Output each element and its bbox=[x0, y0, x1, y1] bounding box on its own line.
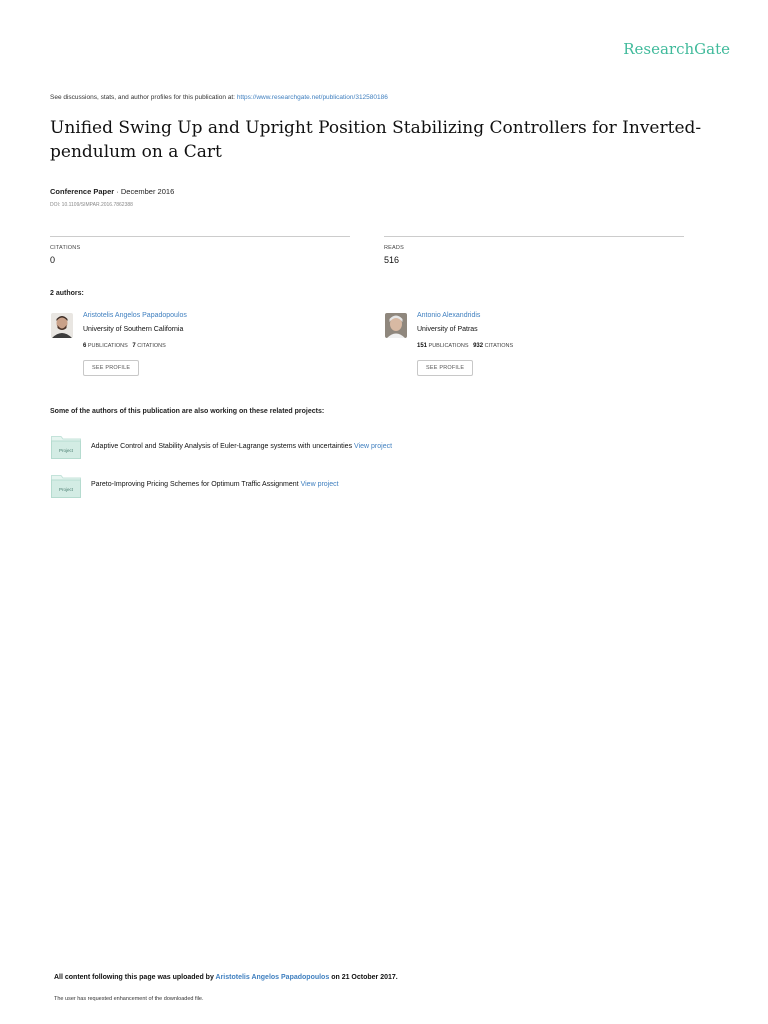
avatar[interactable] bbox=[385, 313, 407, 338]
see-profile-button[interactable]: SEE PROFILE bbox=[83, 360, 139, 376]
author-stats bbox=[83, 343, 166, 349]
project-folder-icon[interactable] bbox=[51, 474, 81, 498]
author-citations-label: CITATIONS bbox=[484, 343, 514, 349]
author-name-link[interactable]: Antonio Alexandridis bbox=[417, 312, 481, 319]
upload-note bbox=[54, 974, 398, 981]
researchgate-logo[interactable]: ResearchGate bbox=[623, 40, 730, 58]
upload-prefix: All content following this page was uploaded by bbox=[54, 974, 214, 981]
author-stats bbox=[417, 343, 513, 349]
author-citations-count: 932 bbox=[473, 343, 484, 349]
author-affiliation: University of Southern California bbox=[83, 326, 184, 333]
citations-value: 0 bbox=[50, 255, 56, 265]
project-folder-icon[interactable] bbox=[51, 435, 81, 459]
project-title: Adaptive Control and Stability Analysis of Euler-Lagrange systems with uncertainties bbox=[91, 443, 353, 450]
reads-divider bbox=[384, 236, 684, 237]
project-item bbox=[91, 443, 392, 450]
publication-doi: DOI: 10.1109/SIMPAR.2016.7862388 bbox=[50, 202, 133, 208]
author-citations-label: CITATIONS bbox=[137, 343, 166, 349]
author-publications-label: PUBLICATIONS bbox=[87, 343, 128, 349]
avatar[interactable] bbox=[51, 313, 73, 338]
publication-type-line bbox=[50, 187, 174, 196]
reads-label: READS bbox=[384, 245, 404, 251]
author-affiliation: University of Patras bbox=[417, 326, 478, 333]
author-citations-count: 7 bbox=[132, 343, 136, 349]
page-title: Unified Swing Up and Upright Position Stabilizing Controllers for Inverted-pendulum on a Cart bbox=[50, 118, 702, 162]
publication-type: Conference Paper bbox=[50, 187, 115, 196]
author-publications-label: PUBLICATIONS bbox=[428, 343, 469, 349]
project-title: Pareto-Improving Pricing Schemes for Optimum Traffic Assignment bbox=[91, 481, 299, 488]
upload-on: on bbox=[331, 974, 340, 981]
reads-value: 516 bbox=[384, 255, 400, 265]
upload-end: . bbox=[395, 974, 398, 981]
uploader-link[interactable]: Aristotelis Angelos Papadopoulos bbox=[215, 974, 330, 981]
authors-header: 2 authors: bbox=[50, 290, 84, 297]
author-photo-icon bbox=[51, 313, 73, 338]
project-item bbox=[91, 481, 339, 488]
citations-divider bbox=[50, 236, 350, 237]
upload-date: 21 October 2017 bbox=[341, 974, 396, 981]
type-separator: · bbox=[114, 187, 121, 196]
view-project-link[interactable]: View project bbox=[354, 443, 393, 450]
author-name-link[interactable]: Aristotelis Angelos Papadopoulos bbox=[83, 312, 187, 319]
author-publications-count: 151 bbox=[417, 343, 428, 349]
see-profile-button[interactable]: SEE PROFILE bbox=[417, 360, 473, 376]
citations-label: CITATIONS bbox=[50, 245, 81, 251]
discussion-prefix: See discussions, stats, and author profiles for this publication at: bbox=[50, 94, 235, 101]
discussion-note bbox=[50, 94, 388, 101]
author-photo-icon bbox=[385, 313, 407, 338]
project-icon-label: Project bbox=[58, 487, 74, 492]
projects-header: Some of the authors of this publication are also working on these related projects: bbox=[50, 408, 325, 415]
request-note: The user has requested enhancement of the downloaded file. bbox=[54, 996, 204, 1002]
publication-date: December 2016 bbox=[120, 187, 175, 196]
publication-link[interactable]: https://www.researchgate.net/publication/312580186 bbox=[236, 94, 388, 101]
author-publications-count: 6 bbox=[83, 343, 87, 349]
view-project-link[interactable]: View project bbox=[300, 481, 339, 488]
project-icon-label: Project bbox=[58, 448, 74, 453]
